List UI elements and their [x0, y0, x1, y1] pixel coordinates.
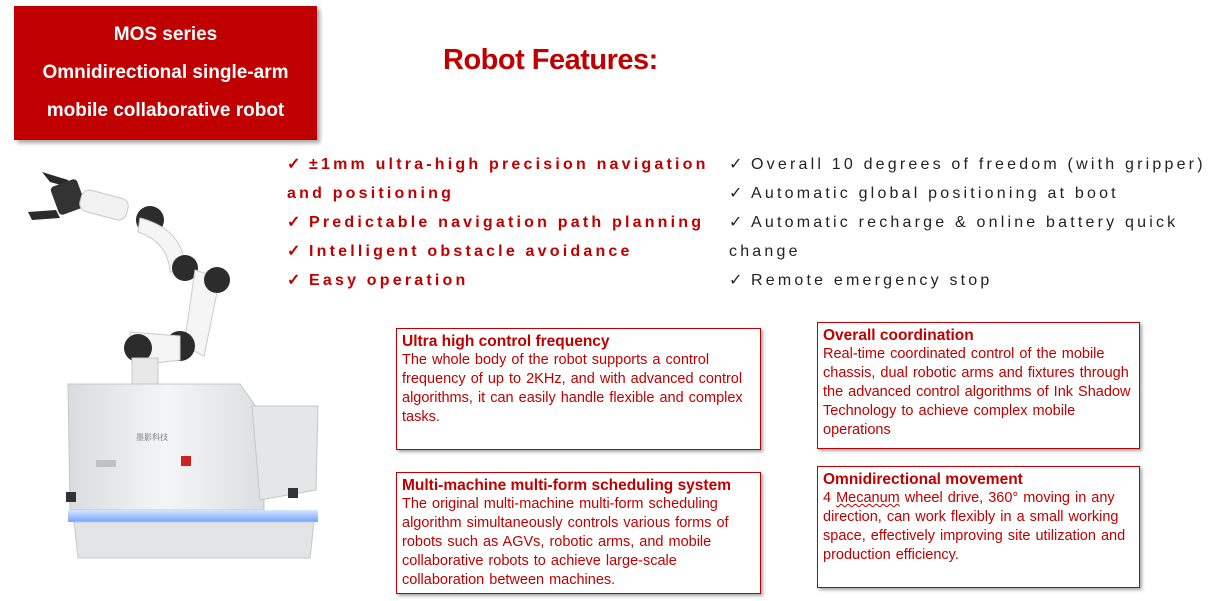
- card-title: Ultra high control frequency: [402, 333, 610, 350]
- check-icon: ✓: [287, 214, 301, 231]
- feature-item: [287, 237, 727, 266]
- card-control-frequency: [396, 328, 761, 450]
- card-coordination: [817, 322, 1140, 449]
- card-body: The original multi-machine multi-form scheduling algorithm simultaneously controls various forms of robots such as AGVs, robotic arms, and mobile collaborative robots to achieve large-scale collaboration between machines.: [402, 496, 729, 588]
- feature-text: Automatic global positioning at boot: [751, 185, 1119, 202]
- robot-base: [66, 384, 318, 558]
- robot-illustration: [20, 160, 330, 580]
- spellcheck-word: Mecanum: [836, 490, 900, 506]
- card-body-part: wheel drive, 360° moving in any direction, can work flexibly in a small working space, effectively improving site utilization and production efficiency.: [823, 490, 1126, 563]
- card-movement: [817, 466, 1140, 588]
- card-scheduling: [396, 472, 761, 594]
- title-line-type: Omnidirectional single-arm: [42, 62, 289, 83]
- card-title: Multi-machine multi-form scheduling system: [402, 477, 731, 494]
- feature-item: [729, 266, 1214, 295]
- robot-arm: [78, 188, 230, 384]
- card-body: [823, 489, 1134, 565]
- check-icon: ✓: [729, 156, 743, 173]
- card-body: Real-time coordinated control of the mobile chassis, dual robotic arms and fixtures through the advanced control algorithms of Ink Shadow Technology to achieve complex mobile operations: [823, 346, 1131, 438]
- check-icon: ✓: [287, 243, 301, 260]
- feature-text: Remote emergency stop: [751, 272, 993, 289]
- check-icon: ✓: [729, 214, 743, 231]
- card-body-part: 4: [823, 490, 837, 506]
- title-box: [14, 6, 317, 140]
- feature-text: Predictable navigation path planning: [309, 214, 705, 231]
- check-icon: ✓: [729, 272, 743, 289]
- feature-text: Overall 10 degrees of freedom (with gripper): [751, 156, 1206, 173]
- features-left-list: [287, 150, 727, 295]
- page-heading: Robot Features:: [443, 44, 658, 76]
- feature-item: [287, 266, 727, 295]
- check-icon: ✓: [729, 185, 743, 202]
- card-title: Overall coordination: [823, 327, 974, 344]
- check-icon: ✓: [287, 156, 301, 173]
- check-icon: ✓: [287, 272, 301, 289]
- features-right-list: [729, 150, 1214, 295]
- title-line-robot: mobile collaborative robot: [46, 100, 285, 121]
- robot-logo-text: 墨影科技: [136, 433, 168, 442]
- feature-item: [729, 208, 1214, 266]
- feature-item: [729, 150, 1214, 179]
- robot-gripper: [28, 172, 86, 220]
- feature-item: [729, 179, 1214, 208]
- feature-text: Easy operation: [309, 272, 469, 289]
- feature-text: Intelligent obstacle avoidance: [309, 243, 633, 260]
- feature-text: ±1mm ultra-high precision navigation and positioning: [287, 156, 709, 202]
- feature-item: [287, 150, 727, 208]
- title-line-series: MOS series: [113, 24, 218, 45]
- card-body: The whole body of the robot supports a control frequency of up to 2KHz, and with advanced control algorithms, it can easily handle flexible and complex tasks.: [402, 352, 743, 425]
- card-title: Omnidirectional movement: [823, 471, 1023, 488]
- feature-item: [287, 208, 727, 237]
- feature-text: Automatic recharge & online battery quick change: [729, 214, 1179, 260]
